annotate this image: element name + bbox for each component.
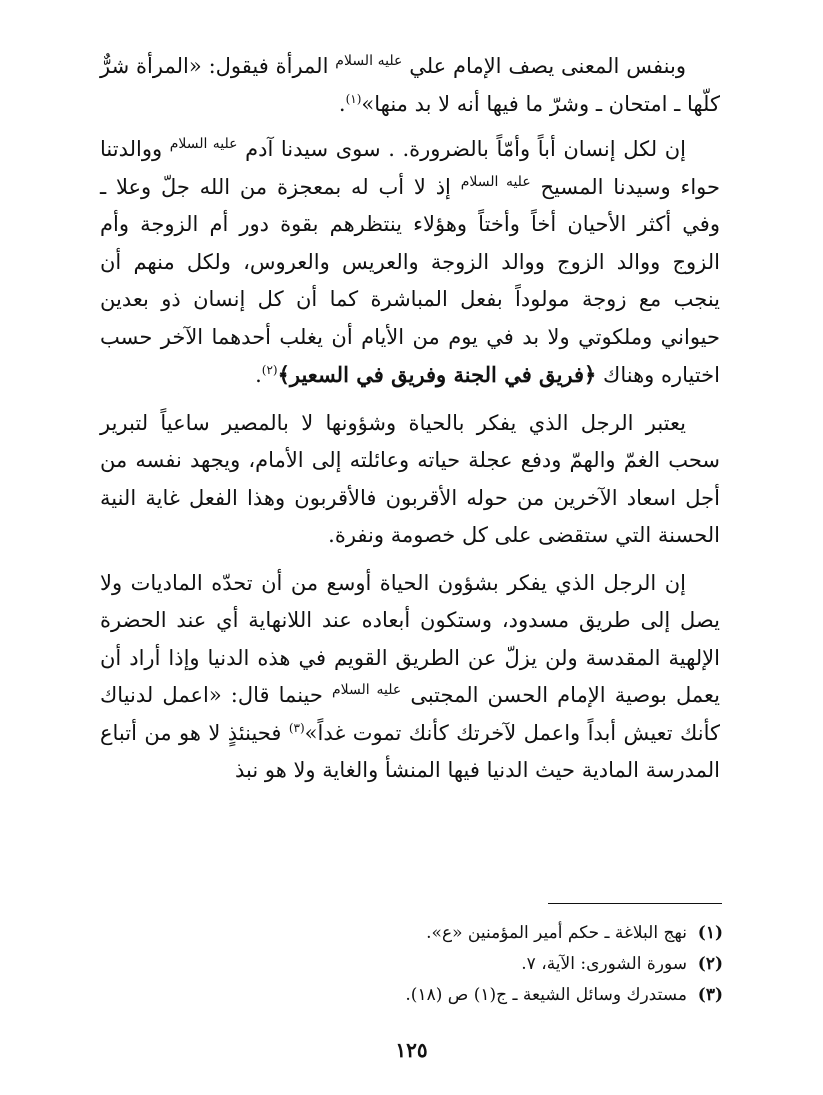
footnote-text: نهج البلاغة ـ حكم أمير المؤمنين «ع». [426, 923, 687, 943]
quran-quote: ﴿فريق في الجنة وفريق في السعير﴾ [277, 362, 597, 387]
paragraph-4-text-a: إن الرجل الذي يفكر بشؤون الحياة أوسع من أن تحدّه الماديات ولا يصل إلى طريق مسدود، وستكون أبعاده عند اللانهاية أي عند الحضرة الإلهية المقدسة ولن يزلّ عن الطريق القويم في هذه الدنيا وإذا أراد أن يعمل بوصية الإمام الحسن المجتبى [100, 570, 720, 707]
paragraph-2-text-b: ووالدتنا حواء وسيدنا المسيح [100, 137, 720, 199]
paragraph-2-end: . [255, 363, 262, 387]
honorific-glyph: عليه السلام [331, 682, 402, 698]
footnote-2 [103, 949, 723, 980]
page-body [100, 48, 720, 800]
honorific-glyph: عليه السلام [335, 53, 403, 69]
paragraph-2 [100, 131, 720, 395]
paragraph-1 [100, 48, 720, 123]
footnote-1 [103, 918, 723, 949]
paragraph-4-text-c: فحينئذٍ لا هو من أتباع المدرسة المادية حيث الدنيا فيها المنشأ والغاية ولا هو نبذ [100, 720, 720, 782]
footnote-ref-2: (٢) [261, 363, 278, 377]
footnote-number: (٣) [697, 985, 723, 1005]
paragraph-3 [100, 405, 720, 555]
paragraph-1-text-b: المرأة فيقول: «المرأة شرٌّ كلّها ـ امتحان ـ وشرّ ما فيها أنه لا بد منها» [100, 54, 720, 116]
footnotes [103, 918, 723, 1011]
footnote-3 [103, 980, 723, 1011]
paragraph-4 [100, 565, 720, 790]
paragraph-2-text-c: إذ لا أب له بمعجزة من الله جلّ وعلا ـ وفي أكثر الأحيان أخاً وأختاً وهؤلاء ينتظرهم بقوة دور أم الزوجة وأم الزوج ووالد الزوج ووالد الزوجة والعريس والعروس، ولكل منهم أن ينجب مع زوجة مولوداً بفعل المباشرة كما أن كل إنسان ذو بعدين حيواني وملكوتي ولا بد في يوم من الأيام أن يغلب أحدهما الآخر حسب اختياره وهناك [100, 174, 720, 387]
footnote-text: سورة الشورى: الآية، ٧. [521, 954, 687, 974]
footnote-separator [548, 903, 722, 904]
paragraph-1-text-a: وبنفس المعنى يصف الإمام علي [409, 54, 686, 78]
footnote-number: (٢) [697, 954, 723, 974]
paragraph-4-text-b: حينما قال: «اعمل لدنياك كأنك تعيش أبداً واعمل لآخرتك كأنك تموت غداً» [100, 683, 720, 745]
footnote-text: مستدرك وسائل الشيعة ـ ج(١) ص (١٨). [405, 985, 687, 1005]
paragraph-2-text-a: إن لكل إنسان أباً وأمّاً بالضرورة. . سوى سيدنا آدم [245, 137, 686, 161]
honorific-glyph: عليه السلام [460, 173, 531, 190]
footnote-ref-3: (٣) [288, 720, 305, 735]
page-number: ١٢٥ [395, 1038, 428, 1062]
footnote-ref-1: (١) [345, 91, 362, 106]
main-text [100, 48, 720, 790]
paragraph-1-end: . [338, 91, 346, 116]
footnote-number: (١) [697, 923, 723, 943]
honorific-glyph: عليه السلام [169, 136, 238, 152]
paragraph-3-text: يعتبر الرجل الذي يفكر بالحياة وشؤونها لا بالمصير ساعياً لتبرير سحب الغمّ والهمّ ودفع عجلة حياته وعائلته إلى الأمام، ويجهد نفسه من أجل اسعاد الآخرين من حوله الأقربون فالأقربون وهذا الفعل غاية النية الحسنة التي ستقضى على كل خصومة ونفرة. [100, 410, 720, 547]
